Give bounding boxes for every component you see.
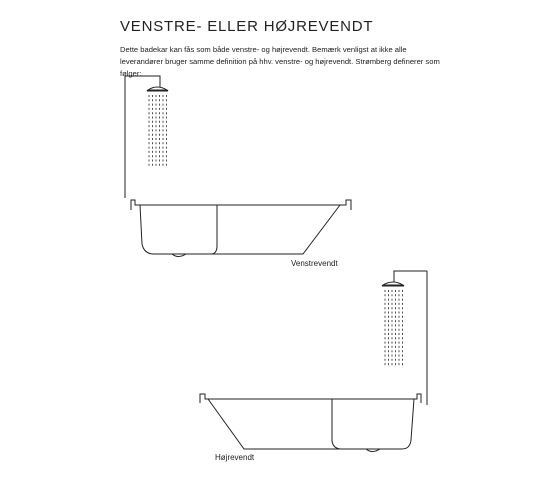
tub-body-right — [208, 399, 414, 449]
hojrevendt-figure — [200, 271, 427, 452]
hojrevendt-label: Højrevendt — [215, 453, 255, 462]
water-drops-right — [385, 290, 403, 367]
shower-arm-right — [394, 271, 427, 284]
tub-divider-right — [332, 399, 340, 449]
venstrevendt-figure — [125, 76, 351, 257]
shower-head-icon-left — [148, 87, 167, 90]
tub-body-left — [140, 205, 340, 254]
page-title: VENSTRE- ELLER HØJREVENDT — [120, 18, 374, 35]
tub-divider-left — [212, 205, 217, 254]
tub-rim-left — [131, 200, 351, 210]
intro-paragraph: Dette badekar kan fås som både venstre- og højrevendt. Bemærk venligst at ikke alle leverandører bruger samme definition på hhv. venstre- og højrevendt. Strømberg definerer som følger: — [120, 45, 440, 79]
water-drops-left — [149, 95, 167, 167]
shower-head-icon-right — [383, 282, 403, 285]
tub-rim-right — [200, 394, 421, 403]
venstrevendt-label: Venstrevendt — [291, 259, 338, 268]
